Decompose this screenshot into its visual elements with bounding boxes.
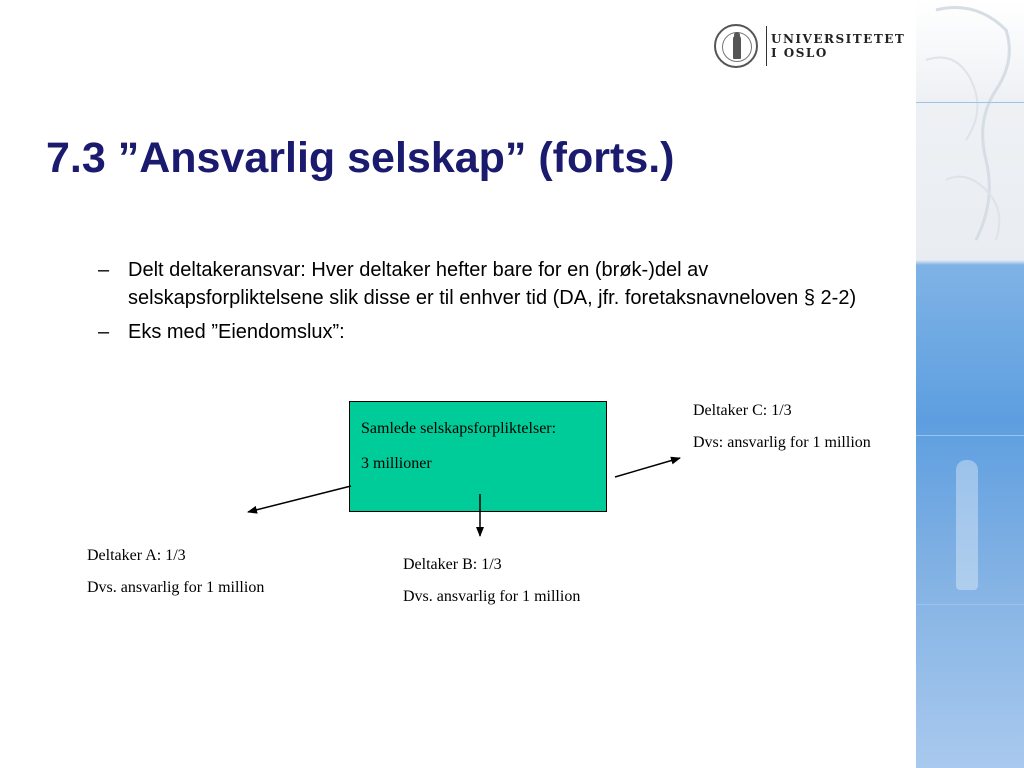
decorative-line bbox=[916, 435, 1024, 436]
deltaker-c-note bbox=[693, 401, 873, 465]
decorative-line bbox=[916, 102, 1024, 103]
slide-title: 7.3 ”Ansvarlig selskap” (forts.) bbox=[46, 134, 675, 182]
deltaker-b-liability: Dvs. ansvarlig for 1 million bbox=[403, 588, 581, 605]
arrow-to-deltaker-a bbox=[248, 486, 351, 512]
logo-wordmark bbox=[771, 32, 905, 60]
deltaker-a-note bbox=[87, 546, 267, 610]
decorative-statue-figure bbox=[956, 460, 978, 590]
deltaker-a-share: Deltaker A: 1/3 bbox=[87, 547, 186, 564]
deltaker-c-share: Deltaker C: 1/3 bbox=[693, 402, 792, 419]
bullet-dash: – bbox=[98, 259, 110, 281]
deltaker-c-liability: Dvs: ansvarlig for 1 million bbox=[693, 434, 871, 451]
deltaker-b-share: Deltaker B: 1/3 bbox=[403, 556, 502, 573]
decorative-sculpture-art bbox=[916, 0, 1024, 250]
bullet-text: Delt deltakeransvar: Hver deltaker hefter bare for en (brøk-)del av selskapsforpliktelsene slik disse er til enhver tid (DA, jfr. foretaksnavneloven § 2-2) bbox=[128, 259, 857, 309]
total-liabilities-label: Samlede selskapsforpliktelser: bbox=[361, 420, 557, 437]
total-liabilities-box bbox=[349, 401, 607, 512]
university-seal-icon bbox=[714, 24, 758, 68]
decorative-side-strip bbox=[916, 0, 1024, 768]
logo-divider bbox=[766, 26, 767, 66]
deltaker-a-liability: Dvs. ansvarlig for 1 million bbox=[87, 579, 265, 596]
arrow-to-deltaker-c bbox=[615, 458, 680, 477]
bullet-dash: – bbox=[98, 321, 110, 343]
decorative-line bbox=[916, 604, 1024, 605]
deltaker-b-note bbox=[403, 555, 583, 619]
bullet-item bbox=[98, 318, 898, 346]
bullet-item bbox=[98, 256, 898, 312]
logo-line-1: UNIVERSITETET bbox=[771, 32, 906, 46]
total-liabilities-amount: 3 millioner bbox=[361, 455, 432, 472]
bullet-text: Eks med ”Eiendomslux”: bbox=[128, 321, 345, 343]
logo-line-2: I OSLO bbox=[771, 46, 828, 60]
bullet-list bbox=[98, 256, 898, 352]
